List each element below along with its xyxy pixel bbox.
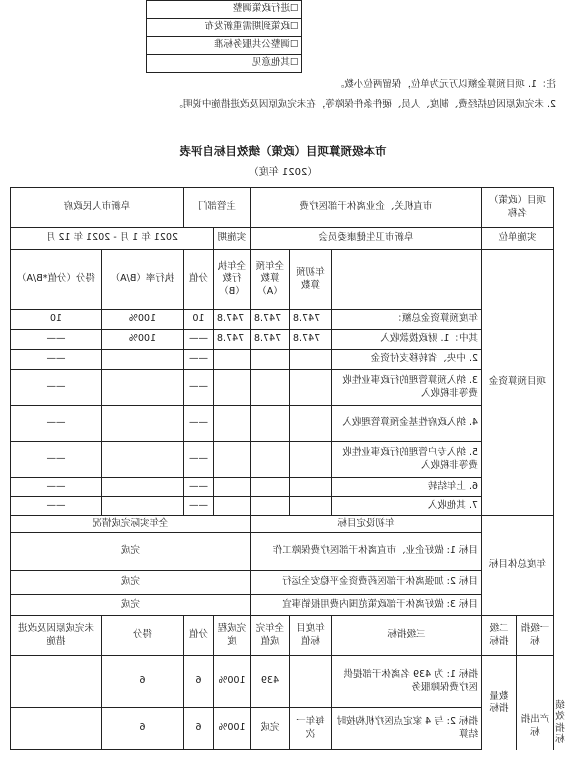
fund-score: 10 xyxy=(10,310,101,330)
project-name-value: 市直机关、企业离休干部医疗费 xyxy=(250,188,481,228)
option-label: 进行政策调整 xyxy=(232,3,290,15)
document-subtitle: （2021 年度） xyxy=(248,167,318,178)
fund-annual xyxy=(250,370,289,406)
table-row xyxy=(10,497,553,516)
table-row xyxy=(10,310,553,330)
checkbox-icon: ☐ xyxy=(289,3,299,15)
fund-label: 4. 纳入政府性基金预算管理收入 xyxy=(331,406,481,442)
fund-label: 年度预算资金总额： xyxy=(331,310,481,330)
checkbox-icon: ☐ xyxy=(289,57,299,69)
table-row xyxy=(10,571,553,595)
fund-initial: 747.8 xyxy=(289,330,331,350)
indicator-weight: 6 xyxy=(183,708,213,750)
period-label: 实施期 xyxy=(213,228,250,250)
fund-weight: —— xyxy=(183,497,213,516)
fund-weight: 10 xyxy=(183,310,213,330)
fund-score: —— xyxy=(10,350,101,370)
indicator-level1 xyxy=(517,656,554,750)
option-label: 调整公共服务标准 xyxy=(213,39,290,51)
document-title: 市本级预算项目（政策）绩效目标自评表 xyxy=(179,144,387,158)
goal-target: 目标 2: 加强离休干部医药费资金平稳安全运行 xyxy=(250,571,481,595)
fund-initial: 747.8 xyxy=(289,310,331,330)
fund-weight: —— xyxy=(183,442,213,478)
policy-options-table xyxy=(0,0,566,73)
option-row xyxy=(147,1,302,19)
fund-rate: 100% xyxy=(101,330,183,350)
col-annual-executed: 全年执行数（B） xyxy=(213,250,250,310)
option-row xyxy=(147,55,302,73)
indicator-completion: 100% xyxy=(213,708,250,750)
checkbox-icon: ☐ xyxy=(289,21,299,33)
col-reason: 未完成原因及改进措施 xyxy=(10,616,101,656)
col-actual: 全年完成值 xyxy=(250,616,289,656)
department-value: 阜新市人民政府 xyxy=(10,188,183,228)
goal-status: 完成 xyxy=(10,595,250,616)
fund-executed xyxy=(213,406,250,442)
option-label: 其他意见 xyxy=(251,57,290,69)
table-row xyxy=(10,595,553,616)
fund-label: 其中：1. 财政拨款收入 xyxy=(331,330,481,350)
fund-annual: 747.8 xyxy=(250,330,289,350)
fund-annual xyxy=(250,442,289,478)
indicator-name: 指标 1: 为 439 名离休干部提供医疗费保障服务 xyxy=(331,656,481,708)
goals-section-label: 年度总体目标 xyxy=(481,516,553,616)
evaluation-table xyxy=(10,187,554,750)
col-exec-rate: 执行率（B/A） xyxy=(101,250,183,310)
table-row xyxy=(10,478,553,497)
indicator-level2: 数量指标 xyxy=(481,656,516,750)
fund-weight: —— xyxy=(183,406,213,442)
table-row xyxy=(10,350,553,370)
col-score: 得分（分值*B/A） xyxy=(10,250,101,310)
fund-annual xyxy=(250,350,289,370)
fund-rate xyxy=(101,442,183,478)
fund-initial xyxy=(289,370,331,406)
goal-target: 目标 3: 做好离休干部政策范围内费用报销事宜 xyxy=(250,595,481,616)
indicator-target xyxy=(289,656,331,708)
option-label: 政策到期需重新发布 xyxy=(204,21,290,33)
fund-weight: —— xyxy=(183,370,213,406)
fund-initial xyxy=(289,478,331,497)
goals-actual-header: 全年实际完成情况 xyxy=(10,516,250,533)
table-row xyxy=(10,656,553,708)
fund-score: —— xyxy=(10,406,101,442)
fund-score: —— xyxy=(10,442,101,478)
level1-label: 产出指标 xyxy=(520,714,550,738)
fund-initial xyxy=(289,442,331,478)
fund-annual xyxy=(250,406,289,442)
col-weight: 分值 xyxy=(183,250,213,310)
goal-target: 目标 1: 做好企业、市直离休干部医疗费保障工作 xyxy=(250,533,481,571)
fund-annual: 747.8 xyxy=(250,310,289,330)
fund-rate xyxy=(101,370,183,406)
fund-rate xyxy=(101,406,183,442)
fund-executed xyxy=(213,478,250,497)
indicator-score: 6 xyxy=(101,656,183,708)
option-row xyxy=(147,19,302,37)
goal-status: 完成 xyxy=(10,533,250,571)
col-ind-score: 得分 xyxy=(101,616,183,656)
col-level2: 二级指标 xyxy=(481,616,516,656)
note-1: 注：1. 项目预算金额以万元为单位，保留两位小数。 xyxy=(334,79,556,90)
fund-score: —— xyxy=(10,497,101,516)
option-row xyxy=(147,37,302,55)
fund-initial xyxy=(289,406,331,442)
department-label: 主管部门 xyxy=(183,188,250,228)
funds-section-label: 项目预算资金 xyxy=(481,250,553,516)
impl-unit-label: 实施单位 xyxy=(481,228,553,250)
indicator-actual: 439 xyxy=(250,656,289,708)
fund-weight: —— xyxy=(183,330,213,350)
indicator-weight: 6 xyxy=(183,656,213,708)
indicator-target: 每年一次 xyxy=(289,708,331,750)
fund-rate xyxy=(101,497,183,516)
performance-side-label: 绩效指标 xyxy=(555,700,565,746)
fund-score: —— xyxy=(10,478,101,497)
col-level3: 三级指标 xyxy=(331,616,481,656)
fund-label: 5. 纳入专户管理的行政事业性收费等非税收入 xyxy=(331,442,481,478)
fund-annual xyxy=(250,497,289,516)
fund-rate xyxy=(101,350,183,370)
fund-executed: 747.8 xyxy=(213,310,250,330)
goals-initial-header: 年初设定目标 xyxy=(250,516,481,533)
indicator-completion: 100% xyxy=(213,656,250,708)
col-ind-weight: 分值 xyxy=(183,616,213,656)
project-name-label: 项目（政策）名称 xyxy=(481,188,553,228)
fund-rate xyxy=(101,478,183,497)
impl-unit-value: 阜新市卫生健康委员会 xyxy=(250,228,481,250)
checkbox-icon: ☐ xyxy=(289,39,299,51)
fund-initial xyxy=(289,497,331,516)
fund-score: —— xyxy=(10,370,101,406)
indicator-actual: 完成 xyxy=(250,708,289,750)
col-target: 年度目标值 xyxy=(289,616,331,656)
fund-initial xyxy=(289,350,331,370)
col-annual-budget: 全年预算数（A） xyxy=(250,250,289,310)
fund-executed: 747.8 xyxy=(213,330,250,350)
indicator-reason xyxy=(10,708,101,750)
col-level1: 一级指标 xyxy=(517,616,554,656)
table-row xyxy=(10,442,553,478)
table-row xyxy=(10,406,553,442)
fund-label: 3. 纳入预算管理的行政事业性收费等非税收入 xyxy=(331,370,481,406)
fund-weight: —— xyxy=(183,478,213,497)
indicator-score: 6 xyxy=(101,708,183,750)
fund-label: 2. 中央、省转移支付资金 xyxy=(331,350,481,370)
indicator-reason xyxy=(10,656,101,708)
note-2: 2. 未完成原因包括经费、制度、人员、硬件条件保障等，在未完成原因及改进措施中说明。 xyxy=(173,99,556,110)
table-row xyxy=(10,330,553,350)
fund-rate: 100% xyxy=(101,310,183,330)
col-completion: 完成程度 xyxy=(213,616,250,656)
table-row xyxy=(10,708,553,750)
fund-executed xyxy=(213,497,250,516)
goal-status: 完成 xyxy=(10,571,250,595)
fund-label: 6. 上年结转 xyxy=(331,478,481,497)
fund-label: 7. 其他收入 xyxy=(331,497,481,516)
table-row xyxy=(10,370,553,406)
fund-weight: —— xyxy=(183,350,213,370)
fund-executed xyxy=(213,350,250,370)
fund-annual xyxy=(250,478,289,497)
fund-executed xyxy=(213,442,250,478)
table-row xyxy=(10,533,553,571)
col-initial-budget: 年初预算数 xyxy=(289,250,331,310)
indicator-name: 指标 2: 与 4 家定点医疗机构按时结算 xyxy=(331,708,481,750)
fund-score: —— xyxy=(10,330,101,350)
fund-executed xyxy=(213,370,250,406)
period-value: 2021 年 1 月 - 2021 年 12 月 xyxy=(10,228,213,250)
